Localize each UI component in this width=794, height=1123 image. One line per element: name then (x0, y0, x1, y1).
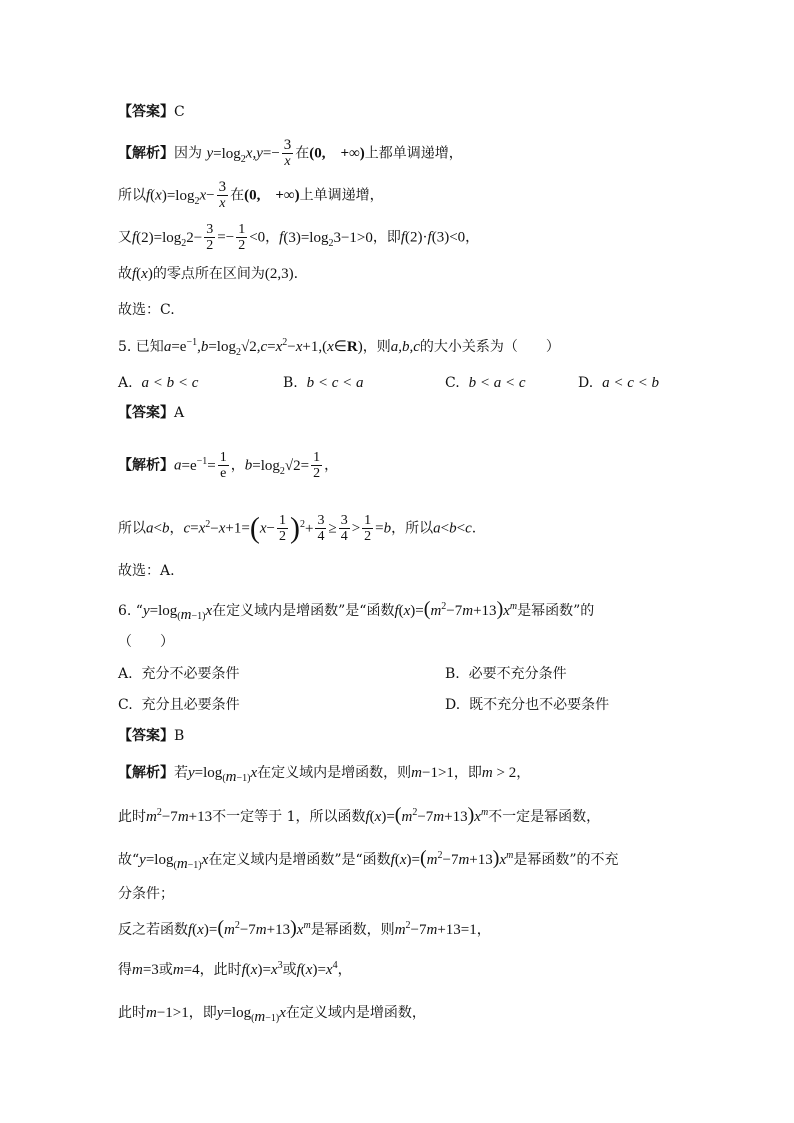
q6-option-b[interactable]: B. 必要不充分条件 (445, 666, 567, 682)
q6-option-c[interactable]: C. 充分且必要条件 (118, 697, 240, 713)
analysis-tag: 【解析】 (118, 145, 174, 162)
q5-option-a[interactable]: A. a < b < c (118, 375, 199, 391)
q5-analysis-line-2: 所以a<b，$c=x^2-x+1=(x-$ $\frac{1}{2}$ )$^2$+ $\frac{3}{4}$ ≥ $\frac{3}{4}$ > $\frac{1}{2}$ =b，所以a<b<c. (118, 511, 477, 545)
q6-answer: B (174, 728, 185, 744)
q4-analysis-line-3: 又$f(2)=\log_22-$ $\frac{3}{2}$ =− $\frac{1}{2}$ <0，$f(3)=\log_23-1>0$，即f(2)·f(3)<0， (118, 222, 480, 253)
q6-analysis-line-2: 此时$m^2-7m+13$不一定等于 1，所以函数$f(x)=(m^2-7m+13)x^m$不一定是幂函数， (118, 804, 601, 826)
q6-stem: 6. “$y=\log_{(m-1)}x$在定义域内是增函数”是“函数$f(x)=(m^2-7m+13)x^m$是幂函数”的 (118, 598, 595, 623)
q6-stem-paren: （ ） (118, 634, 174, 650)
q5-option-c[interactable]: C. b < a < c (445, 375, 526, 391)
q6-analysis-line-6: 得m=3或m=4，此时$f(x)=x^3$或$f(x)=x^4$， (118, 960, 352, 978)
q5-option-b[interactable]: B. b < c < a (283, 375, 364, 391)
q4-analysis-line-1: 【解析】因为 $y=\log_2x,y=-$ $\frac{3}{x}$ 在(0, +∞)上都单调递增， (118, 137, 463, 169)
q4-analysis-line-2: 所以$f(x)=\log_2x-$ $\frac{3}{x}$ 在(0, +∞)上单调递增， (118, 179, 384, 211)
q5-analysis-line-1: 【解析】$a=e^{-1}=$ $\frac{1}{e}$ ，$b=\log_2√2=$ $\frac{1}{2}$ ， (118, 450, 339, 481)
q6-option-d[interactable]: D. 既不充分也不必要条件 (445, 697, 610, 713)
q4-answer-line (118, 102, 185, 122)
q6-analysis-line-3: 故“$y=\log_{(m-1)}x$在定义域内是增函数”是“函数$f(x)=(m^2-7m+13)x^m$是幂函数”的不充 (118, 847, 619, 872)
q5-option-d[interactable]: D. a < c < b (578, 375, 659, 391)
q4-answer: C (174, 104, 185, 120)
q6-option-a[interactable]: A. 充分不必要条件 (118, 666, 240, 682)
q4-analysis-line-4: 故f(x)的零点所在区间为(2,3). (118, 266, 299, 282)
q6-analysis-line-7: 此时m−1>1，即$y=\log_{(m-1)}x$在定义域内是增函数， (118, 1005, 426, 1025)
q5-answer: A (174, 405, 185, 421)
q4-choose: 故选：C. (118, 302, 175, 318)
q6-analysis-line-4: 分条件； (118, 886, 174, 902)
q6-analysis-line-1: 【解析】若$y=\log_{(m-1)}x$在定义域内是增函数，则m−1>1，即m > 2， (118, 765, 531, 785)
q6-analysis-line-5: 反之若函数$f(x)=(m^2-7m+13)x^m$是幂函数，则$m^2-7m+13=1$， (118, 917, 491, 939)
q5-stem: 5. 已知$a=e^{-1},b=\log_2√2,c=x^2-x+1,(x\in R)$，则a,b,c的大小关系为（ ） (118, 337, 560, 358)
q5-answer-line: 【答案】A (118, 405, 185, 421)
q5-choose: 故选：A. (118, 563, 175, 579)
q6-answer-line: 【答案】B (118, 728, 185, 744)
answer-tag: 【答案】 (118, 104, 174, 120)
